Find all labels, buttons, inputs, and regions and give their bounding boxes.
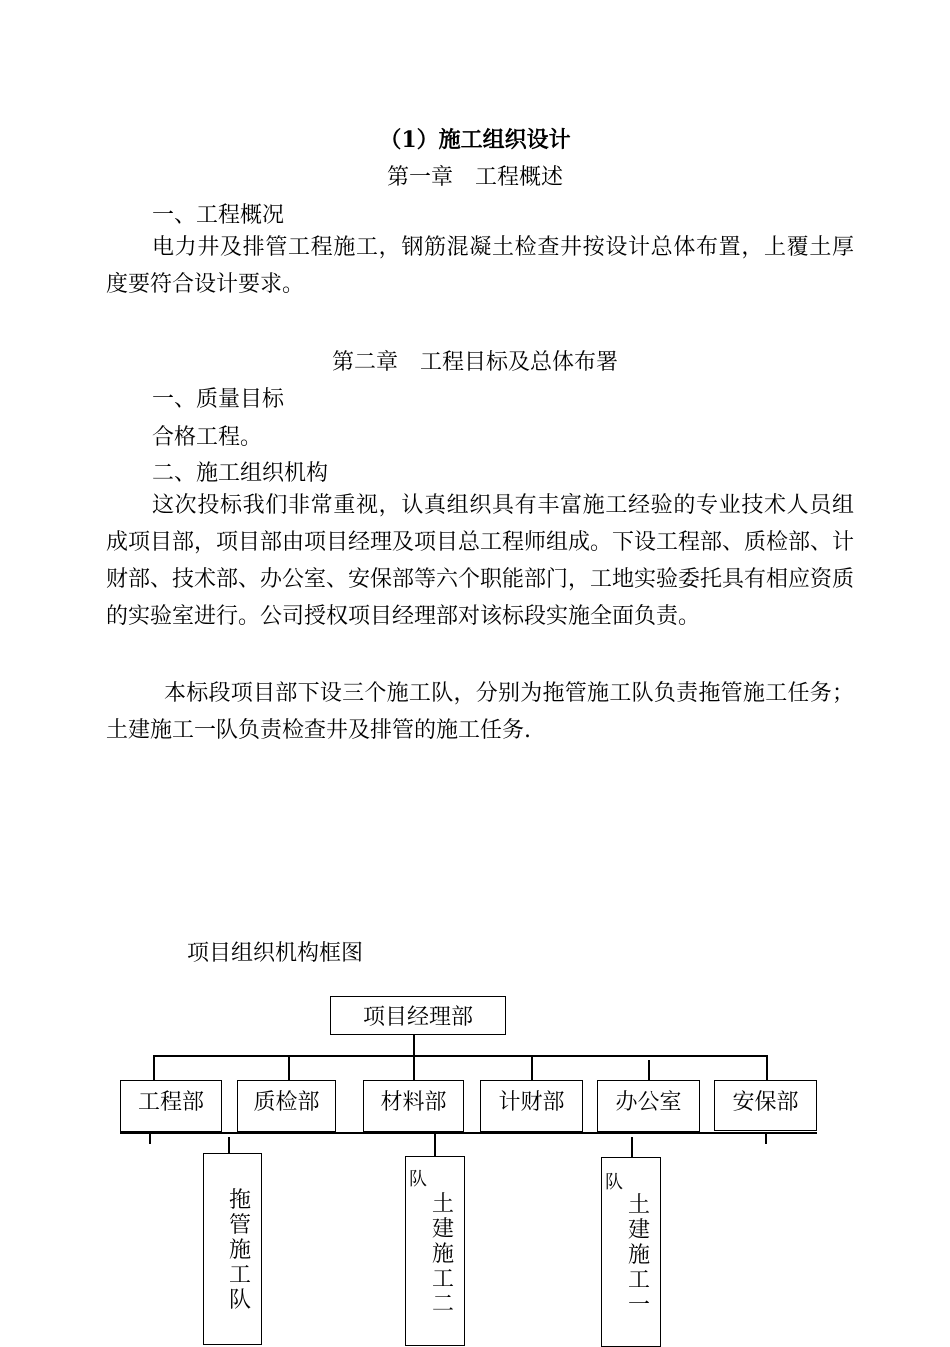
dept-security-box: [714, 1080, 817, 1131]
org-chart-caption: 项目组织机构框图: [187, 941, 364, 966]
section-project-overview: 一、工程概况: [152, 203, 285, 228]
quality-goal-text: 合格工程。: [152, 425, 263, 450]
org-root-label: 项目经理部: [362, 1005, 473, 1030]
section-organization: 二、施工组织机构: [152, 461, 329, 486]
team-label-fragment: 队: [605, 1172, 623, 1193]
dept-connector: [288, 1055, 290, 1081]
dept-label: 材料部: [380, 1090, 447, 1115]
paragraph-organization: 这次投标我们非常重视，认真组织具有丰富施工经验的专业技术人员组成项目部，项目部由项目经理及项目总工程师组成。下设工程部、质检部、计财部、技术部、办公室、安保部等六个职能部门，工地实验委托具有相应资质的实验室进行。公司授权项目经理部对该标段实施全面负责。: [106, 493, 855, 629]
dept-bus-line: [153, 1055, 767, 1057]
team-connector: [434, 1132, 436, 1157]
dept-connector: [648, 1060, 650, 1081]
dept-office-box: [597, 1080, 700, 1132]
dept-quality-box: [237, 1080, 336, 1132]
chapter-1-heading: 第一章 工程概述: [386, 165, 563, 190]
team-connector: [765, 1132, 767, 1144]
dept-connector: [413, 1055, 415, 1081]
team-connector: [149, 1132, 151, 1144]
team-civil-1-box: [601, 1157, 661, 1347]
dept-materials-box: [363, 1080, 464, 1132]
root-connector: [413, 1035, 415, 1055]
document-title: （1）施工组织设计: [379, 127, 571, 153]
team-label: 土建施工二: [431, 1192, 454, 1317]
dept-label: 计财部: [498, 1090, 565, 1115]
team-label-fragment: 队: [409, 1169, 427, 1190]
section-quality-goal: 一、质量目标: [152, 387, 285, 412]
dept-label: 办公室: [615, 1090, 682, 1115]
chapter-2-heading: 第二章 工程目标及总体布署: [331, 350, 618, 375]
dept-label: 质检部: [253, 1090, 320, 1115]
org-root-box: [330, 996, 506, 1035]
dept-label: 安保部: [732, 1090, 799, 1115]
team-label: 拖管施工队: [228, 1188, 251, 1313]
dept-finance-box: [480, 1080, 583, 1132]
dept-connector: [153, 1055, 155, 1081]
team-civil-2-box: [405, 1156, 465, 1346]
team-connector: [228, 1137, 230, 1154]
team-connector: [631, 1137, 633, 1158]
dept-label: 工程部: [137, 1090, 204, 1115]
dept-connector: [766, 1055, 768, 1081]
team-towing-box: [203, 1153, 262, 1345]
dept-connector: [531, 1055, 533, 1081]
paragraph-teams: 本标段项目部下设三个施工队，分别为拖管施工队负责拖管施工任务；土建施工一队负责检查井及排管的施工任务.: [106, 681, 854, 743]
team-bus-line: [120, 1132, 817, 1134]
paragraph-project-overview: 电力井及排管工程施工，钢筋混凝土检查井按设计总体布置，上覆土厚度要符合设计要求。: [106, 235, 854, 297]
dept-engineering-box: [120, 1080, 222, 1132]
team-label: 土建施工一: [627, 1193, 650, 1318]
